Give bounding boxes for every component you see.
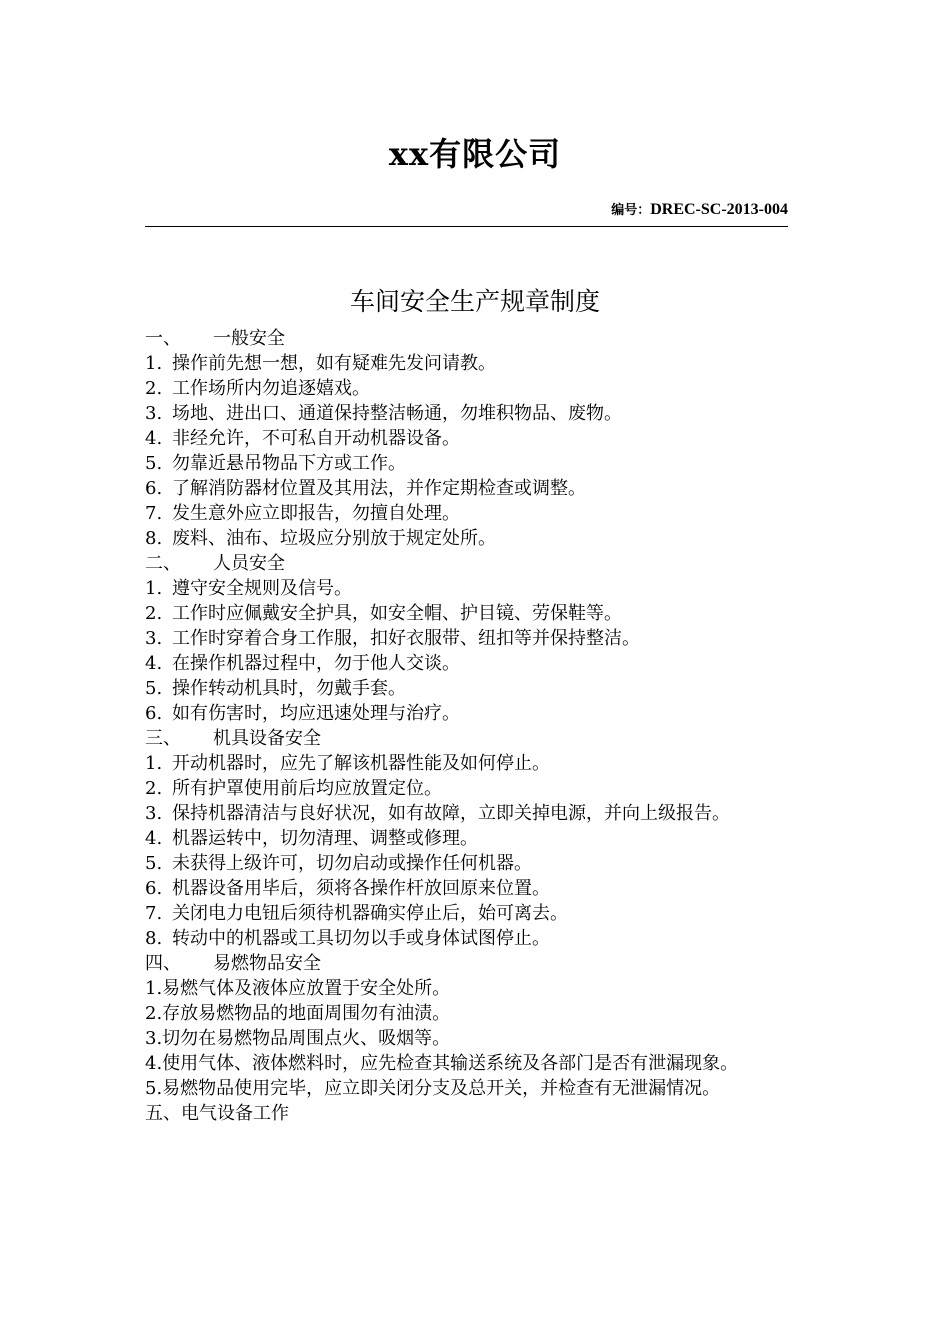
section-number: 一、 [145, 328, 181, 349]
list-item: 4. 机器运转中，切勿清理、调整或修理。 [145, 828, 478, 849]
list-item: 1. 开动机器时，应先了解该机器性能及如何停止。 [145, 753, 550, 774]
document-number [611, 198, 788, 222]
list-item: 4.使用气体、液体燃料时，应先检查其输送系统及各部门是否有泄漏现象。 [145, 1053, 739, 1074]
document-title: 车间安全生产规章制度 [349, 287, 600, 316]
section-title: 易燃物品安全 [213, 953, 321, 974]
list-item: 4. 在操作机器过程中，勿于他人交谈。 [145, 653, 460, 674]
section-heading [145, 726, 808, 751]
section-heading [145, 951, 808, 976]
header-divider [145, 226, 788, 227]
list-item: 3.切勿在易燃物品周围点火、吸烟等。 [145, 1028, 451, 1049]
list-item: 2.存放易燃物品的地面周围勿有油渍。 [145, 1003, 451, 1024]
list-item: 6. 如有伤害时，均应迅速处理与治疗。 [145, 703, 460, 724]
list-item: 3. 工作时穿着合身工作服，扣好衣服带、纽扣等并保持整洁。 [145, 628, 640, 649]
section-title: 一般安全 [213, 328, 285, 349]
document-number-label: 编号： [611, 202, 651, 217]
list-item: 6. 了解消防器材位置及其用法，并作定期检查或调整。 [145, 478, 586, 499]
section-title: 机具设备安全 [213, 728, 321, 749]
list-item: 3. 场地、进出口、通道保持整洁畅通，勿堆积物品、废物。 [145, 403, 622, 424]
list-item: 6. 机器设备用毕后，须将各操作杆放回原来位置。 [145, 878, 550, 899]
list-item: 8. 废料、油布、垃圾应分别放于规定处所。 [145, 528, 496, 549]
company-name: xx有限公司 [388, 135, 562, 173]
list-item: 5. 未获得上级许可，切勿启动或操作任何机器。 [145, 853, 532, 874]
section-heading: 五、电气设备工作 [145, 1103, 289, 1124]
list-item: 2. 工作时应佩戴安全护具，如安全帽、护目镜、劳保鞋等。 [145, 603, 622, 624]
section-number: 三、 [145, 728, 181, 749]
list-item: 3. 保持机器清洁与良好状况，如有故障，立即关掉电源，并向上级报告。 [145, 803, 730, 824]
list-item: 4. 非经允许，不可私自开动机器设备。 [145, 428, 460, 449]
list-item: 5. 勿靠近悬吊物品下方或工作。 [145, 453, 406, 474]
list-item: 7. 关闭电力电钮后须待机器确实停止后，始可离去。 [145, 903, 568, 924]
list-item: 2. 工作场所内勿追逐嬉戏。 [145, 378, 370, 399]
section-heading [145, 326, 808, 351]
list-item: 1.易燃气体及液体应放置于安全处所。 [145, 978, 451, 999]
list-item: 5.易燃物品使用完毕，应立即关闭分支及总开关，并检查有无泄漏情况。 [145, 1078, 721, 1099]
document-number-value: DREC-SC-2013-004 [650, 201, 788, 218]
section-number: 四、 [145, 953, 181, 974]
list-item: 1. 操作前先想一想，如有疑难先发问请教。 [145, 353, 496, 374]
list-item: 7. 发生意外应立即报告，勿擅自处理。 [145, 503, 460, 524]
list-item: 2. 所有护罩使用前后均应放置定位。 [145, 778, 442, 799]
list-item: 5. 操作转动机具时，勿戴手套。 [145, 678, 406, 699]
section-number: 二、 [145, 553, 181, 574]
section-heading [145, 551, 808, 576]
section-title: 人员安全 [213, 553, 285, 574]
document-body [145, 326, 808, 1126]
list-item: 1. 遵守安全规则及信号。 [145, 578, 352, 599]
list-item: 8. 转动中的机器或工具切勿以手或身体试图停止。 [145, 928, 550, 949]
